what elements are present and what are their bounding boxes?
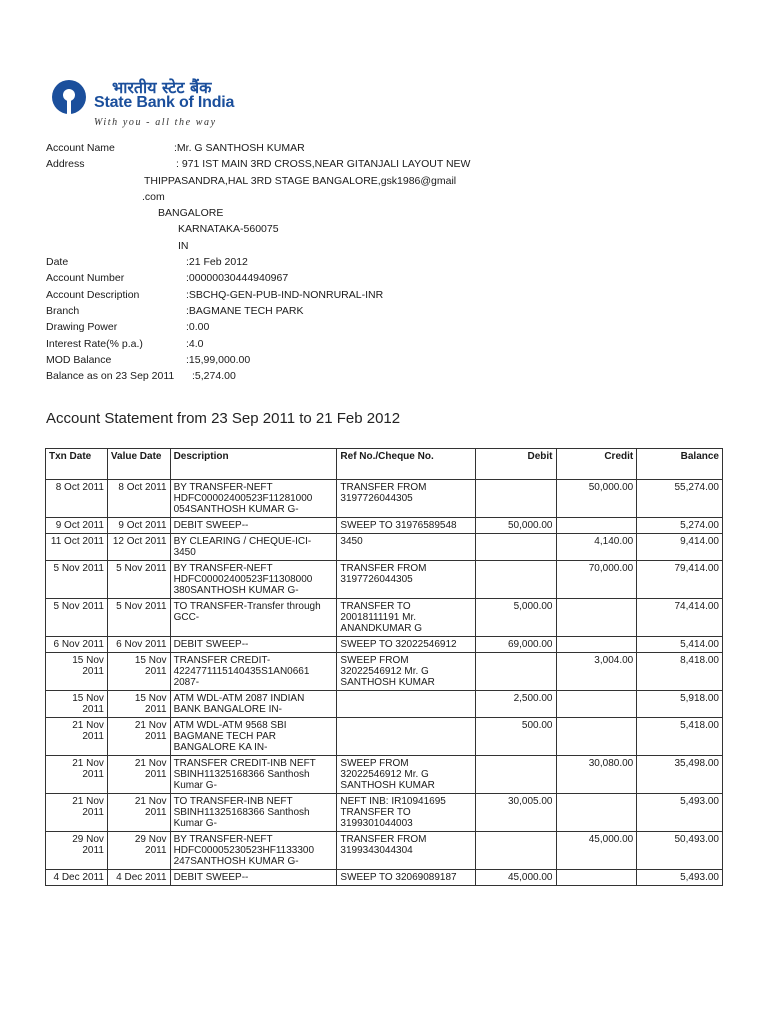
cell-credit: [556, 794, 637, 832]
cell-debit: 30,005.00: [475, 794, 556, 832]
cell-description: BY CLEARING / CHEQUE-ICI-3450: [170, 534, 337, 561]
cell-balance: 5,918.00: [637, 691, 723, 718]
cell-debit: 500.00: [475, 718, 556, 756]
date-label: Date: [46, 256, 69, 269]
account-name-label: Account Name: [46, 142, 115, 154]
cell-description: TRANSFER CREDIT-4224771115140435S1AN0661 2087-: [170, 653, 337, 691]
cell-description: ATM WDL-ATM 2087 INDIAN BANK BANGALORE IN-: [170, 691, 337, 718]
cell-description: BY TRANSFER-NEFT HDFC00002400523F11281000 054SANTHOSH KUMAR G-: [170, 480, 337, 518]
cell-description: DEBIT SWEEP--: [170, 637, 337, 653]
cell-balance: 55,274.00: [637, 480, 723, 518]
cell-description: TO TRANSFER-INB NEFT SBINH11325168366 Santhosh Kumar G-: [170, 794, 337, 832]
cell-credit: 70,000.00: [556, 561, 637, 599]
address-line-1: : 971 IST MAIN 3RD CROSS,NEAR GITANJALI LAYOUT NEW: [176, 158, 471, 171]
cell-value-date: 21 Nov 2011: [107, 756, 170, 794]
cell-credit: 45,000.00: [556, 832, 637, 870]
table-row: [46, 599, 723, 637]
table-row: [46, 518, 723, 534]
cell-txn-date: 15 Nov 2011: [46, 691, 108, 718]
cell-txn-date: 4 Dec 2011: [46, 870, 108, 886]
cell-debit: 2,500.00: [475, 691, 556, 718]
cell-txn-date: 21 Nov 2011: [46, 794, 108, 832]
address-line-4: BANGALORE: [158, 207, 224, 220]
cell-balance: 5,414.00: [637, 637, 723, 653]
cell-value-date: 29 Nov 2011: [107, 832, 170, 870]
cell-credit: [556, 518, 637, 534]
account-name-value: :Mr. G SANTHOSH KUMAR: [174, 142, 305, 154]
sbi-keyhole-icon: [52, 80, 86, 114]
cell-ref: [337, 718, 475, 756]
cell-value-date: 21 Nov 2011: [107, 718, 170, 756]
cell-description: BY TRANSFER-NEFT HDFC00002400523F11308000 380SANTHOSH KUMAR G-: [170, 561, 337, 599]
balance-as-on-label: Balance as on 23 Sep 2011: [46, 370, 175, 383]
branch-label: Branch: [46, 304, 80, 317]
interest-rate-label: Interest Rate(% p.a.): [46, 337, 143, 350]
cell-balance: 5,274.00: [637, 518, 723, 534]
header-balance: Balance: [637, 449, 723, 480]
cell-description: ATM WDL-ATM 9568 SBI BAGMANE TECH PAR BANGALORE KA IN-: [170, 718, 337, 756]
balance-as-on-value: :5,274.00: [192, 370, 236, 383]
cell-credit: [556, 637, 637, 653]
cell-debit: [475, 756, 556, 794]
sbi-logo: [52, 76, 272, 132]
cell-txn-date: 6 Nov 2011: [46, 637, 108, 653]
cell-credit: 50,000.00: [556, 480, 637, 518]
account-description-value: :SBCHQ-GEN-PUB-IND-NONRURAL-INR: [186, 288, 384, 301]
cell-ref: SWEEP FROM 32022546912 Mr. G SANTHOSH KUMAR: [337, 653, 475, 691]
cell-balance: 5,493.00: [637, 794, 723, 832]
cell-credit: [556, 870, 637, 886]
address-line-6: IN: [178, 239, 189, 252]
statement-title: Account Statement from 23 Sep 2011 to 21 Feb 2012: [46, 410, 401, 427]
table-row: [46, 870, 723, 886]
mod-balance-label: MOD Balance: [46, 353, 112, 366]
table-row: [46, 756, 723, 794]
branch-value: :BAGMANE TECH PARK: [186, 304, 304, 317]
cell-balance: 9,414.00: [637, 534, 723, 561]
cell-debit: [475, 653, 556, 691]
cell-credit: [556, 691, 637, 718]
cell-value-date: 5 Nov 2011: [107, 599, 170, 637]
cell-debit: 5,000.00: [475, 599, 556, 637]
header-value-date: Value Date: [107, 449, 170, 480]
cell-txn-date: 5 Nov 2011: [46, 561, 108, 599]
cell-credit: [556, 599, 637, 637]
cell-ref: 3450: [337, 534, 475, 561]
cell-credit: [556, 718, 637, 756]
drawing-power-label: Drawing Power: [46, 321, 118, 334]
cell-value-date: 15 Nov 2011: [107, 653, 170, 691]
cell-value-date: 4 Dec 2011: [107, 870, 170, 886]
cell-balance: 79,414.00: [637, 561, 723, 599]
cell-ref: TRANSFER FROM 3197726044305: [337, 561, 475, 599]
address-line-5: KARNATAKA-560075: [178, 223, 279, 236]
table-row: [46, 691, 723, 718]
table-row: [46, 480, 723, 518]
header-description: Description: [170, 449, 337, 480]
cell-txn-date: 29 Nov 2011: [46, 832, 108, 870]
cell-description: TRANSFER CREDIT-INB NEFT SBINH11325168366 Santhosh Kumar G-: [170, 756, 337, 794]
statement-table: [45, 448, 723, 886]
cell-debit: [475, 480, 556, 518]
cell-value-date: 21 Nov 2011: [107, 794, 170, 832]
cell-credit: 30,080.00: [556, 756, 637, 794]
cell-debit: [475, 832, 556, 870]
cell-ref: SWEEP TO 32022546912: [337, 637, 475, 653]
cell-ref: SWEEP TO 31976589548: [337, 518, 475, 534]
table-row: [46, 718, 723, 756]
cell-debit: 69,000.00: [475, 637, 556, 653]
cell-txn-date: 15 Nov 2011: [46, 653, 108, 691]
cell-txn-date: 21 Nov 2011: [46, 718, 108, 756]
cell-value-date: 12 Oct 2011: [107, 534, 170, 561]
cell-credit: 3,004.00: [556, 653, 637, 691]
address-label: Address: [46, 158, 85, 171]
cell-value-date: 6 Nov 2011: [107, 637, 170, 653]
cell-ref: SWEEP TO 32069089187: [337, 870, 475, 886]
drawing-power-value: :0.00: [186, 321, 210, 334]
table-row: [46, 832, 723, 870]
cell-balance: 35,498.00: [637, 756, 723, 794]
table-header-row: [46, 449, 723, 480]
bank-tagline: With you - all the way: [94, 117, 217, 128]
cell-txn-date: 5 Nov 2011: [46, 599, 108, 637]
cell-balance: 5,418.00: [637, 718, 723, 756]
cell-debit: [475, 534, 556, 561]
date-value: :21 Feb 2012: [186, 256, 248, 269]
cell-ref: TRANSFER FROM 3197726044305: [337, 480, 475, 518]
table-row: [46, 653, 723, 691]
cell-ref: TRANSFER TO 20018111191 Mr. ANANDKUMAR G: [337, 599, 475, 637]
cell-value-date: 9 Oct 2011: [107, 518, 170, 534]
cell-balance: 74,414.00: [637, 599, 723, 637]
cell-debit: [475, 561, 556, 599]
header-debit: Debit: [475, 449, 556, 480]
table-row: [46, 534, 723, 561]
mod-balance-value: :15,99,000.00: [186, 353, 251, 366]
cell-txn-date: 11 Oct 2011: [46, 534, 108, 561]
cell-value-date: 5 Nov 2011: [107, 561, 170, 599]
cell-ref: SWEEP FROM 32022546912 Mr. G SANTHOSH KUMAR: [337, 756, 475, 794]
account-number-value: :00000030444940967: [186, 272, 289, 285]
cell-txn-date: 9 Oct 2011: [46, 518, 108, 534]
cell-description: BY TRANSFER-NEFT HDFC00005230523HF1133300 247SANTHOSH KUMAR G-: [170, 832, 337, 870]
cell-ref: TRANSFER FROM 3199343044304: [337, 832, 475, 870]
cell-credit: 4,140.00: [556, 534, 637, 561]
header-credit: Credit: [556, 449, 637, 480]
cell-txn-date: 21 Nov 2011: [46, 756, 108, 794]
table-row: [46, 637, 723, 653]
bank-hindi-name: भारतीय स्टेट बैंक: [112, 78, 212, 97]
cell-balance: 50,493.00: [637, 832, 723, 870]
address-line-3: .com: [142, 190, 165, 203]
header-ref: Ref No./Cheque No.: [337, 449, 475, 480]
header-txn-date: Txn Date: [46, 449, 108, 480]
address-line-2: THIPPASANDRA,HAL 3RD STAGE BANGALORE,gsk1986@gmail: [144, 174, 457, 187]
cell-ref: [337, 691, 475, 718]
account-description-label: Account Description: [46, 288, 140, 301]
cell-txn-date: 8 Oct 2011: [46, 480, 108, 518]
cell-debit: 50,000.00: [475, 518, 556, 534]
table-row: [46, 561, 723, 599]
cell-debit: 45,000.00: [475, 870, 556, 886]
cell-description: DEBIT SWEEP--: [170, 870, 337, 886]
cell-value-date: 15 Nov 2011: [107, 691, 170, 718]
cell-balance: 8,418.00: [637, 653, 723, 691]
cell-description: DEBIT SWEEP--: [170, 518, 337, 534]
cell-description: TO TRANSFER-Transfer through GCC-: [170, 599, 337, 637]
table-row: [46, 794, 723, 832]
cell-ref: NEFT INB: IR10941695 TRANSFER TO 3199301044003: [337, 794, 475, 832]
cell-value-date: 8 Oct 2011: [107, 480, 170, 518]
bank-name: State Bank of India: [94, 94, 235, 111]
cell-balance: 5,493.00: [637, 870, 723, 886]
interest-rate-value: :4.0: [186, 337, 204, 350]
account-number-label: Account Number: [46, 272, 125, 285]
